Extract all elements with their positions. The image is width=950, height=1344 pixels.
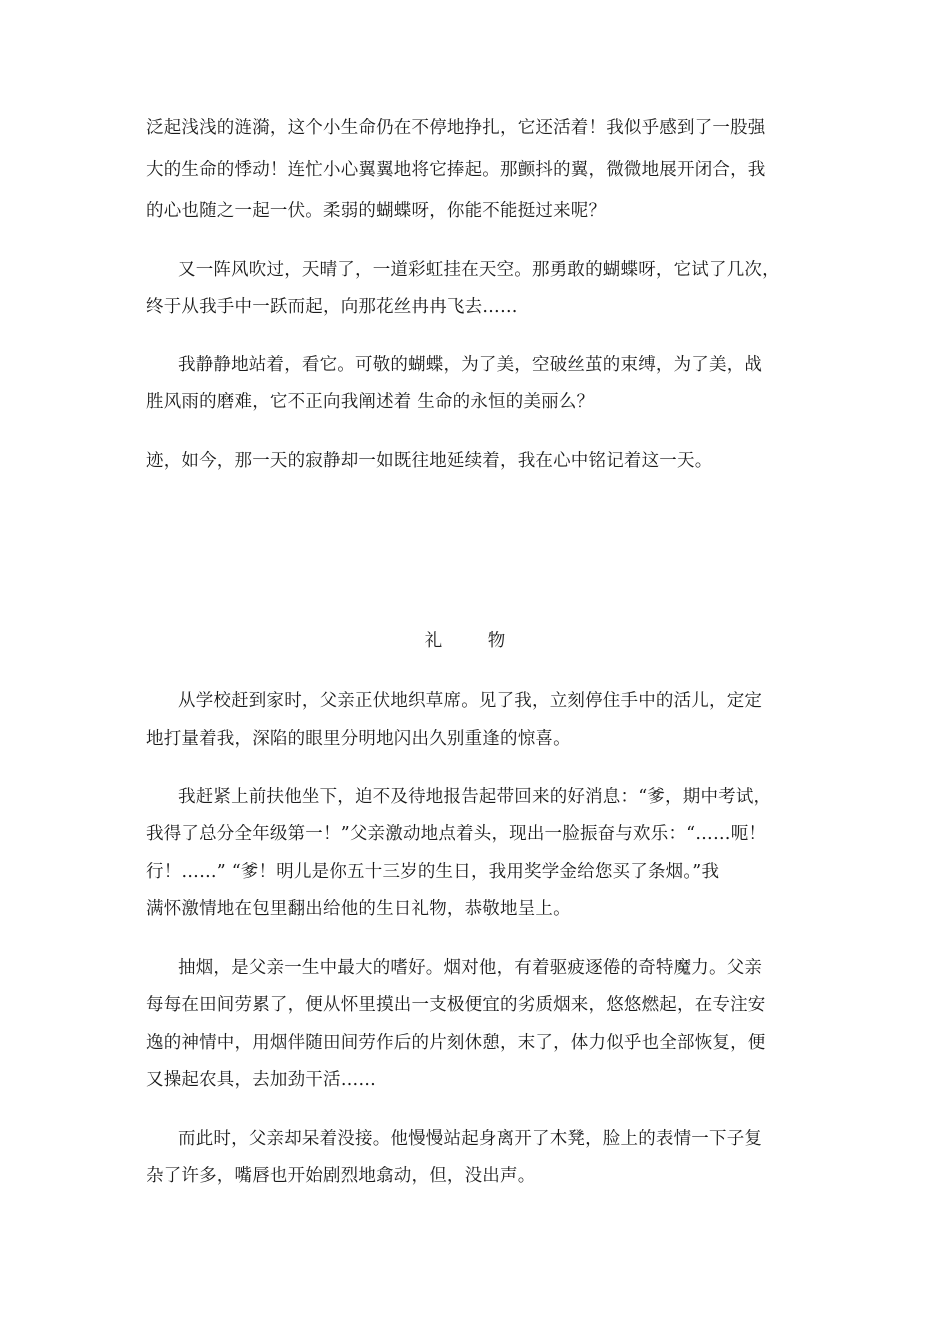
text-line: 我静静地站着，看它。可敬的蝴蝶，为了美，空破丝茧的束缚，为了美，战 bbox=[178, 355, 763, 375]
text-line: 逸的神情中，用烟伴随田间劳作后的片刻休憩，末了，体力似乎也全部恢复，便 bbox=[146, 1033, 766, 1053]
text-line: 泛起浅浅的涟漪，这个小生命仍在不停地挣扎，它还活着！我似乎感到了一股强 bbox=[146, 118, 766, 138]
text-line: 而此时，父亲却呆着没接。他慢慢站起身离开了木凳，脸上的表情一下子复 bbox=[178, 1129, 763, 1149]
text-line: 迹，如今，那一天的寂静却一如既往地延续着，我在心中铭记着这一天。 bbox=[146, 451, 713, 471]
text-line: 大的生命的悸动！连忙小心翼翼地将它捧起。那颤抖的翼，微微地展开闭合，我 bbox=[146, 160, 766, 180]
text-line: 地打量着我，深陷的眼里分明地闪出久别重逢的惊喜。 bbox=[146, 729, 571, 749]
text-line: 满怀激情地在包里翻出给他的生日礼物，恭敬地呈上。 bbox=[146, 899, 571, 919]
text-line: 我得了总分全年级第一！”父亲激动地点着头，现出一脸振奋与欢乐：“……呃！ bbox=[146, 824, 767, 844]
section-title: 礼 物 bbox=[424, 631, 526, 651]
text-line: 的心也随之一起一伏。柔弱的蝴蝶呀，你能不能挺过来呢？ bbox=[146, 201, 607, 221]
text-line: 终于从我手中一跃而起，向那花丝冉冉飞去…… bbox=[146, 297, 518, 317]
text-line: 胜风雨的磨难，它不正向我阐述着 生命的永恒的美丽么？ bbox=[146, 392, 595, 412]
text-line: 又操起农具，去加劲干活…… bbox=[146, 1070, 377, 1090]
text-line: 每每在田间劳累了，便从怀里摸出一支极便宜的劣质烟来，悠悠燃起，在专注安 bbox=[146, 995, 766, 1015]
text-line: 抽烟，是父亲一生中最大的嗜好。烟对他，有着驱疲逐倦的奇特魔力。父亲 bbox=[178, 958, 763, 978]
text-line: 又一阵风吹过，天晴了，一道彩虹挂在天空。那勇敢的蝴蝶呀，它试了几次， bbox=[178, 260, 780, 280]
text-line: 从学校赶到家时，父亲正伏地织草席。见了我，立刻停住手中的活儿，定定 bbox=[178, 691, 763, 711]
text-line: 我赶紧上前扶他坐下，迫不及待地报告起带回来的好消息：“爹，期中考试， bbox=[178, 787, 772, 807]
text-line: 杂了许多，嘴唇也开始剧烈地翕动，但，没出声。 bbox=[146, 1166, 536, 1186]
text-line: 行！……” “爹！明儿是你五十三岁的生日，我用奖学金给您买了条烟。”我 bbox=[146, 862, 720, 882]
